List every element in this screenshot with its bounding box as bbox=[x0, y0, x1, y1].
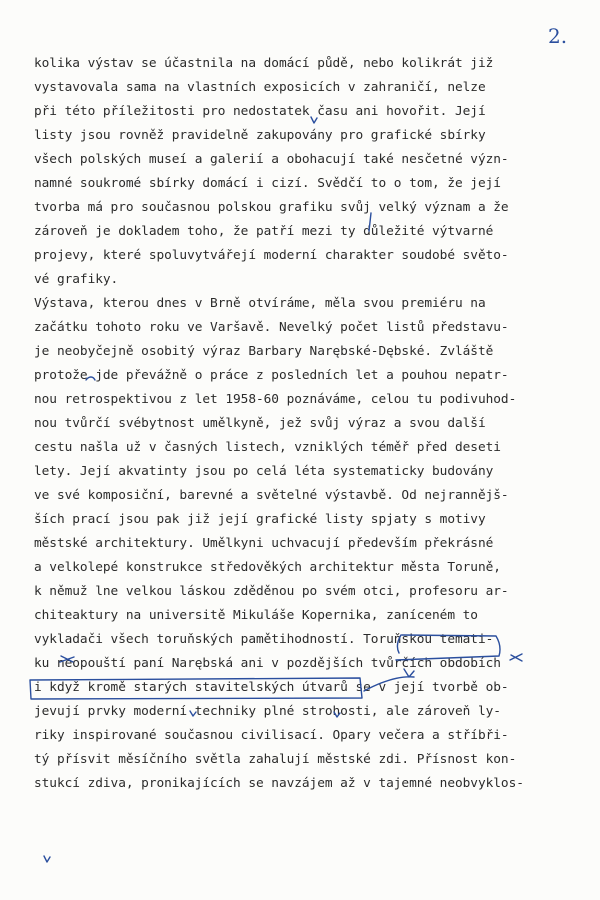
text-line: ku neopouští paní Narębská ani v pozdějších tvůrčích obdobích bbox=[34, 656, 501, 671]
text-line: k němuž lne velkou láskou zděděnou po svém otci, profesoru ar- bbox=[34, 584, 509, 599]
text-line: jevují prvky moderní techniky plné strohosti, ale zároveň ly- bbox=[34, 704, 501, 719]
text-line: vé grafiky. bbox=[34, 272, 119, 287]
annotation-correction-mark bbox=[44, 856, 50, 862]
text-line: ve své komposiční, barevné a světelné výstavbě. Od nejrannějš- bbox=[34, 488, 509, 503]
text-line: nou retrospektivou z let 1958-60 poznáváme, celou tu podivuhod- bbox=[34, 392, 517, 407]
text-line: protože jde převážně o práce z posledních let a pouhou nepatr- bbox=[34, 368, 509, 383]
text-line: stukcí zdiva, pronikajících se navzájem až v tajemné neobvyklos- bbox=[34, 776, 524, 791]
text-line: kolika výstav se účastnila na domácí půdě, nebo kolikrát již bbox=[34, 56, 494, 71]
text-line: i když kromě starých stavitelských útvarů se v její tvorbě ob- bbox=[34, 680, 509, 695]
text-line: tvorba má pro současnou polskou grafiku svůj velký význam a že bbox=[34, 200, 509, 215]
text-line: při této příležitosti pro nedostatek času ani hovořit. Její bbox=[34, 104, 486, 119]
text-line: Výstava, kterou dnes v Brně otvíráme, měla svou premiéru na bbox=[34, 296, 486, 311]
text-line: je neobyčejně osobitý výraz Barbary Narębské-Dębské. Zvláště bbox=[34, 344, 494, 359]
text-line: cestu našla už v časných listech, vzniklých téměř před deseti bbox=[34, 440, 501, 455]
text-line: zároveň je dokladem toho, že patří mezi ty důležité výtvarné bbox=[34, 224, 494, 239]
text-line: ších prací jsou pak již její grafické listy spjaty s motivy bbox=[34, 512, 486, 527]
text-line: začátku tohoto roku ve Varšavě. Nevelký počet listů představu- bbox=[34, 320, 509, 335]
text-line: městské architektury. Umělkyni uchvacují především překrásné bbox=[34, 536, 494, 551]
text-line: projevy, které spoluvytvářejí moderní charakter soudobé světo- bbox=[34, 248, 509, 263]
text-line: chiteaktury na universitě Mikuláše Kopernika, zaníceném to bbox=[34, 608, 478, 623]
text-line: namné soukromé sbírky domácí i cizí. Svědčí to o tom, že její bbox=[34, 176, 501, 191]
text-line: všech polských museí a galerií a obohacují také nesčetné význ- bbox=[34, 152, 509, 167]
text-line: tý přísvit měsíčního světla zahalují městské zdi. Přísnost kon- bbox=[34, 752, 517, 767]
text-line: nou tvůrčí svébytnost umělkyně, jež svůj výraz a svou další bbox=[34, 416, 486, 431]
text-line: vystavovala sama na vlastních exposicích v zahraničí, nelze bbox=[34, 80, 486, 95]
text-line: vykladači všech toruňských pamětihodností. Toruňskou temati- bbox=[34, 632, 494, 647]
text-line: listy jsou rovněž pravidelně zakupovány pro grafické sbírky bbox=[34, 128, 486, 143]
text-line: lety. Její akvatinty jsou po celá léta systematicky budovány bbox=[34, 464, 494, 479]
page-number: 2. bbox=[548, 24, 568, 48]
text-line: riky inspirované současnou civilisací. Opary večera a stříbři- bbox=[34, 728, 509, 743]
annotation-strike bbox=[510, 654, 522, 661]
text-line: a velkolepé konstrukce středověkých architektur města Toruně, bbox=[34, 560, 501, 575]
